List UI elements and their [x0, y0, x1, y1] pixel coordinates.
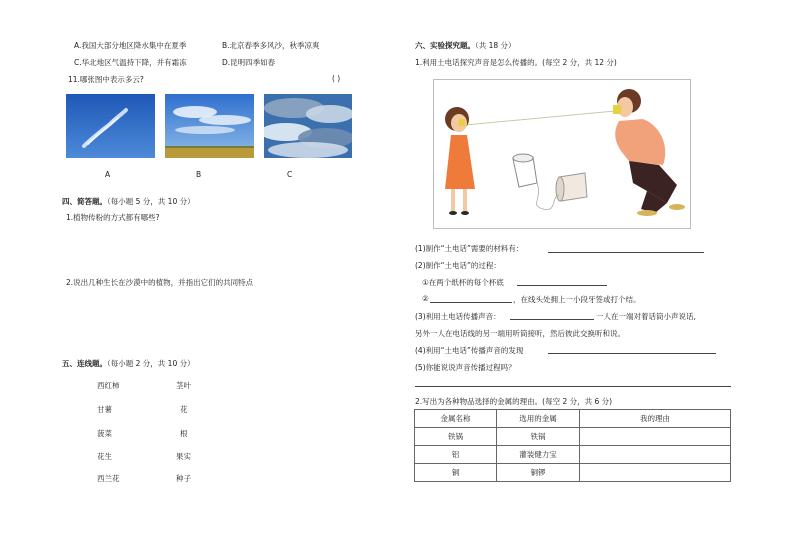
- section6-q1: 1.利用土电话探究声音是怎么传播的。(每空 2 分，共 12 分): [415, 58, 617, 67]
- answer-blank[interactable]: [517, 285, 607, 286]
- table-cell: 铁锅: [415, 428, 497, 446]
- q11-question: 11.哪张图中表示多云?: [68, 75, 144, 84]
- table-row: [415, 464, 731, 482]
- section4-q1: 1.植物传粉的方式都有哪些?: [66, 213, 160, 222]
- q10-option-c: C.华北地区气温持下降，并有霜冻: [74, 58, 187, 67]
- match-right-item: 茎叶: [176, 381, 191, 390]
- section4-q2: 2.说出几种生长在沙漠中的植物，并指出它们的共同特点: [66, 278, 254, 287]
- s6-q1-part2: (2)制作“土电话”的过程：: [415, 261, 501, 270]
- section5-note: （每小题 2 分，共 10 分）: [107, 359, 195, 368]
- cloud-label-c: C: [287, 170, 293, 179]
- section6-note: （共 18 分）: [475, 41, 516, 50]
- s6-q1-part4: (4)利用“土电话”传播声音的发现: [415, 346, 524, 355]
- s6-q1-part3-prefix: (3)利用土电话传播声音：: [415, 312, 501, 321]
- match-left-item: 菠菜: [97, 429, 112, 438]
- table-cell: 铜: [415, 464, 497, 482]
- answer-cell[interactable]: [580, 428, 731, 446]
- answer-cell[interactable]: [580, 446, 731, 464]
- table-header-cell: 金属名称: [415, 410, 497, 428]
- match-left-item: 花生: [97, 452, 112, 461]
- match-right-item: 根: [180, 429, 188, 438]
- s6-q1-part2-step2-text: ，在线头处拥上一小段牙签或打个结。: [513, 295, 641, 304]
- match-right-item: 种子: [176, 474, 191, 483]
- s6-q1-part3-line2: 另外一人在电话线的另一端用听筒接听，然后彼此交换听和说。: [415, 329, 625, 338]
- table-cell: 铝: [415, 446, 497, 464]
- table-row: [415, 446, 731, 464]
- cloud-label-a: A: [105, 170, 111, 179]
- q10-option-a: A.我国大部分地区降水集中在夏季: [74, 41, 187, 50]
- match-right-item: 花: [180, 405, 188, 414]
- section5-title: 五、连线题。: [62, 359, 107, 368]
- s6-q1-part1: (1)制作“土电话”需要的材料有：: [415, 244, 524, 253]
- answer-blank[interactable]: [548, 353, 716, 354]
- section4-note: （每小题 5 分，共 10 分）: [107, 197, 195, 206]
- match-left-item: 西红柿: [97, 381, 120, 390]
- answer-cell[interactable]: [580, 464, 731, 482]
- q10-option-b: B.北京春季多风沙，秋季凉爽: [222, 41, 320, 50]
- s6-q2: 2.写出为各种物品选择的金属的理由。(每空 2 分，共 6 分): [415, 397, 613, 406]
- match-left-item: 甘薯: [97, 405, 112, 414]
- match-left-item: 西兰花: [97, 474, 120, 483]
- metal-reason-table: [414, 409, 731, 482]
- table-row: [415, 428, 731, 446]
- answer-blank[interactable]: [430, 302, 512, 303]
- answer-blank[interactable]: [415, 386, 731, 387]
- section6-title: 六、实验探究题。: [415, 41, 475, 50]
- table-header-cell: 选用的金属: [497, 410, 580, 428]
- table-header-row: [415, 410, 731, 428]
- answer-blank[interactable]: [510, 319, 594, 320]
- section4-title: 四、简答题。: [62, 197, 107, 206]
- section6-heading: [415, 40, 516, 51]
- s6-q1-part2-step2-prefix: ②: [422, 294, 429, 303]
- cloud-photo-c: [264, 94, 352, 158]
- answer-blank[interactable]: [548, 252, 704, 253]
- cloud-photo-b: [165, 94, 254, 158]
- table-cell: 灌装健力宝: [497, 446, 580, 464]
- section4-heading: [62, 196, 195, 207]
- section5-heading: [62, 358, 195, 369]
- q10-option-d: D.昆明四季如春: [222, 58, 276, 67]
- table-cell: 铜锣: [497, 464, 580, 482]
- table-header-cell: 我的理由: [580, 410, 731, 428]
- s6-q1-part2-step1: ①在两个纸杯的每个杯底: [422, 278, 504, 287]
- cloud-photo-a: [66, 94, 155, 158]
- match-right-item: 果实: [176, 452, 191, 461]
- s6-q1-part5: (5)你能说说声音传播过程吗？: [415, 363, 516, 372]
- q11-answer-paren: ( ): [332, 74, 341, 83]
- table-cell: 铁锅: [497, 428, 580, 446]
- s6-q1-part3-text: 一人在一端对着话筒小声说话,: [596, 312, 696, 321]
- cloud-label-b: B: [196, 170, 202, 179]
- tin-can-telephone-illustration: [433, 79, 691, 229]
